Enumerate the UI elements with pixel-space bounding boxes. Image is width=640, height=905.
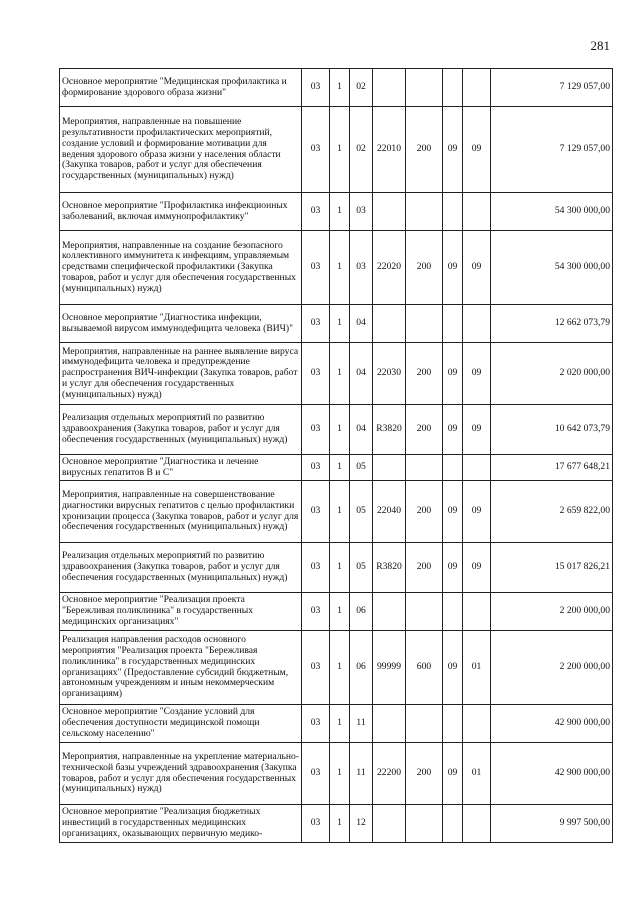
subprogram-cell: 1 — [330, 305, 350, 343]
target-article-cell: 03 — [302, 481, 330, 543]
target-article-cell: 03 — [302, 593, 330, 631]
table-row — [60, 743, 613, 805]
table-row — [60, 107, 613, 193]
table-row — [60, 481, 613, 543]
subprogram-cell: 1 — [330, 69, 350, 107]
expense-direction-cell: R3820 — [373, 543, 406, 593]
target-article-cell: 03 — [302, 107, 330, 193]
row-name-cell: Мероприятия, направленные на создание безопасного коллективного иммунитета к инфекциям, управляемым средствами специфической профилактики (Закупка товаров, работ и услуг для обеспечения государственных (муниципальных) нужд) — [60, 231, 302, 305]
main-activity-cell: 03 — [350, 231, 373, 305]
section-cell: 09 — [443, 405, 463, 455]
row-name-cell: Мероприятия, направленные на совершенствование диагностики вирусных гепатитов с целью профилактики хронизации процесса (Закупка товаров, работ и услуг для обеспечения государственных (муниципальных) нужд) — [60, 481, 302, 543]
amount-cell: 54 300 000,00 — [491, 193, 613, 231]
amount-cell: 54 300 000,00 — [491, 231, 613, 305]
amount-cell: 2 200 000,00 — [491, 593, 613, 631]
expense-direction-cell: 22020 — [373, 231, 406, 305]
main-activity-cell: 05 — [350, 481, 373, 543]
expense-type-cell — [406, 593, 443, 631]
section-cell: 09 — [443, 107, 463, 193]
amount-cell: 15 017 826,21 — [491, 543, 613, 593]
subprogram-cell: 1 — [330, 743, 350, 805]
expense-direction-cell: 99999 — [373, 631, 406, 705]
subprogram-cell: 1 — [330, 193, 350, 231]
expense-type-cell — [406, 69, 443, 107]
section-cell — [443, 805, 463, 843]
subsection-cell: 09 — [463, 481, 491, 543]
subsection-cell — [463, 455, 491, 481]
expense-type-cell — [406, 805, 443, 843]
section-cell: 09 — [443, 743, 463, 805]
table-row — [60, 455, 613, 481]
row-name-cell: Реализация направления расходов основного мероприятия "Реализация проекта "Бережливая поликлиника" в государственных медицинских организациях" (Предоставление субсидий бюджетным, автономным учреждениям и иным некоммерческим организациям) — [60, 631, 302, 705]
table-body — [60, 69, 613, 843]
subprogram-cell: 1 — [330, 107, 350, 193]
subsection-cell — [463, 193, 491, 231]
expense-direction-cell — [373, 193, 406, 231]
subprogram-cell: 1 — [330, 405, 350, 455]
subsection-cell: 01 — [463, 743, 491, 805]
table-row — [60, 193, 613, 231]
expense-type-cell: 200 — [406, 231, 443, 305]
row-name-cell: Основное мероприятие "Профилактика инфекционных заболеваний, включая иммунопрофилактику" — [60, 193, 302, 231]
row-name-cell: Основное мероприятие "Диагностика инфекции, вызываемой вирусом иммунодефицита человека (ВИЧ)" — [60, 305, 302, 343]
subprogram-cell: 1 — [330, 455, 350, 481]
subprogram-cell: 1 — [330, 231, 350, 305]
target-article-cell: 03 — [302, 631, 330, 705]
table-row — [60, 805, 613, 843]
main-activity-cell: 06 — [350, 631, 373, 705]
expense-direction-cell — [373, 69, 406, 107]
target-article-cell: 03 — [302, 343, 330, 405]
subprogram-cell: 1 — [330, 543, 350, 593]
subsection-cell — [463, 69, 491, 107]
main-activity-cell: 04 — [350, 305, 373, 343]
row-name-cell: Реализация отдельных мероприятий по развитию здравоохранения (Закупка товаров, работ и услуг для обеспечения государственных (муниципальных) нужд) — [60, 405, 302, 455]
target-article-cell: 03 — [302, 69, 330, 107]
main-activity-cell: 02 — [350, 107, 373, 193]
subsection-cell: 09 — [463, 405, 491, 455]
expense-direction-cell: 22010 — [373, 107, 406, 193]
target-article-cell: 03 — [302, 705, 330, 743]
expense-type-cell: 200 — [406, 405, 443, 455]
section-cell — [443, 305, 463, 343]
row-name-cell: Основное мероприятие "Реализация бюджетных инвестиций в государственных медицинских организациях, оказывающих первичную медико- — [60, 805, 302, 843]
table-row — [60, 69, 613, 107]
section-cell: 09 — [443, 343, 463, 405]
subprogram-cell: 1 — [330, 705, 350, 743]
subprogram-cell: 1 — [330, 481, 350, 543]
main-activity-cell: 05 — [350, 455, 373, 481]
expense-direction-cell: R3820 — [373, 405, 406, 455]
expense-direction-cell — [373, 455, 406, 481]
amount-cell: 2 659 822,00 — [491, 481, 613, 543]
expense-direction-cell — [373, 305, 406, 343]
subsection-cell: 09 — [463, 231, 491, 305]
table-row — [60, 405, 613, 455]
main-activity-cell: 12 — [350, 805, 373, 843]
main-activity-cell: 06 — [350, 593, 373, 631]
table-row — [60, 593, 613, 631]
budget-table — [59, 68, 613, 843]
main-activity-cell: 04 — [350, 405, 373, 455]
expense-type-cell: 200 — [406, 743, 443, 805]
expense-direction-cell — [373, 593, 406, 631]
expense-direction-cell — [373, 705, 406, 743]
expense-type-cell: 200 — [406, 107, 443, 193]
section-cell — [443, 593, 463, 631]
amount-cell: 10 642 073,79 — [491, 405, 613, 455]
expense-direction-cell: 22040 — [373, 481, 406, 543]
section-cell — [443, 193, 463, 231]
subprogram-cell: 1 — [330, 343, 350, 405]
expense-type-cell — [406, 193, 443, 231]
section-cell — [443, 455, 463, 481]
row-name-cell: Основное мероприятие "Реализация проекта "Бережливая поликлиника" в государственных медицинских организациях" — [60, 593, 302, 631]
amount-cell: 2 200 000,00 — [491, 631, 613, 705]
subprogram-cell: 1 — [330, 805, 350, 843]
page-number: 281 — [590, 38, 610, 53]
amount-cell: 42 900 000,00 — [491, 705, 613, 743]
amount-cell: 2 020 000,00 — [491, 343, 613, 405]
target-article-cell: 03 — [302, 743, 330, 805]
row-name-cell: Реализация отдельных мероприятий по развитию здравоохранения (Закупка товаров, работ и услуг для обеспечения государственных (муниципальных) нужд) — [60, 543, 302, 593]
expense-type-cell — [406, 455, 443, 481]
table-row — [60, 705, 613, 743]
expense-type-cell — [406, 305, 443, 343]
expense-direction-cell: 22030 — [373, 343, 406, 405]
subsection-cell — [463, 593, 491, 631]
amount-cell: 9 997 500,00 — [491, 805, 613, 843]
table-row — [60, 543, 613, 593]
subsection-cell — [463, 305, 491, 343]
row-name-cell: Мероприятия, направленные на укрепление материально-технической базы учреждений здравоохранения (Закупка товаров, работ и услуг для обеспечения государственных (муниципальных) нужд) — [60, 743, 302, 805]
expense-type-cell: 200 — [406, 543, 443, 593]
row-name-cell: Основное мероприятие "Медицинская профилактика и формирование здорового образа жизни" — [60, 69, 302, 107]
table-row — [60, 305, 613, 343]
table-row — [60, 631, 613, 705]
row-name-cell: Основное мероприятие "Диагностика и лечение вирусных гепатитов В и С" — [60, 455, 302, 481]
section-cell: 09 — [443, 543, 463, 593]
subsection-cell: 09 — [463, 543, 491, 593]
main-activity-cell: 02 — [350, 69, 373, 107]
subprogram-cell: 1 — [330, 631, 350, 705]
table-row — [60, 343, 613, 405]
amount-cell: 17 677 648,21 — [491, 455, 613, 481]
section-cell: 09 — [443, 231, 463, 305]
subsection-cell: 01 — [463, 631, 491, 705]
row-name-cell: Основное мероприятие "Создание условий для обеспечения доступности медицинской помощи сельскому населению" — [60, 705, 302, 743]
expense-type-cell — [406, 705, 443, 743]
target-article-cell: 03 — [302, 805, 330, 843]
expense-type-cell: 200 — [406, 343, 443, 405]
main-activity-cell: 04 — [350, 343, 373, 405]
subsection-cell: 09 — [463, 107, 491, 193]
row-name-cell: Мероприятия, направленные на повышение результативности профилактических мероприятий, создание условий и формирование мотивации для ведения здорового образа жизни у населения области (Закупка товаров, работ и услуг для обеспечения государственных (муниципальных) нужд) — [60, 107, 302, 193]
target-article-cell: 03 — [302, 193, 330, 231]
amount-cell: 7 129 057,00 — [491, 69, 613, 107]
target-article-cell: 03 — [302, 543, 330, 593]
amount-cell: 42 900 000,00 — [491, 743, 613, 805]
target-article-cell: 03 — [302, 405, 330, 455]
section-cell — [443, 705, 463, 743]
expense-type-cell: 600 — [406, 631, 443, 705]
main-activity-cell: 11 — [350, 743, 373, 805]
target-article-cell: 03 — [302, 455, 330, 481]
expense-direction-cell: 22200 — [373, 743, 406, 805]
target-article-cell: 03 — [302, 231, 330, 305]
subprogram-cell: 1 — [330, 593, 350, 631]
subsection-cell — [463, 705, 491, 743]
expense-direction-cell — [373, 805, 406, 843]
subsection-cell — [463, 805, 491, 843]
main-activity-cell: 05 — [350, 543, 373, 593]
amount-cell: 7 129 057,00 — [491, 107, 613, 193]
section-cell: 09 — [443, 631, 463, 705]
subsection-cell: 09 — [463, 343, 491, 405]
expense-type-cell: 200 — [406, 481, 443, 543]
target-article-cell: 03 — [302, 305, 330, 343]
section-cell: 09 — [443, 481, 463, 543]
main-activity-cell: 11 — [350, 705, 373, 743]
row-name-cell: Мероприятия, направленные на раннее выявление вируса иммунодефицита человека и предупреждение распространения ВИЧ-инфекции (Закупка товаров, работ и услуг для обеспечения государственных (муниципальных) нужд) — [60, 343, 302, 405]
section-cell — [443, 69, 463, 107]
amount-cell: 12 662 073,79 — [491, 305, 613, 343]
main-activity-cell: 03 — [350, 193, 373, 231]
table-row — [60, 231, 613, 305]
